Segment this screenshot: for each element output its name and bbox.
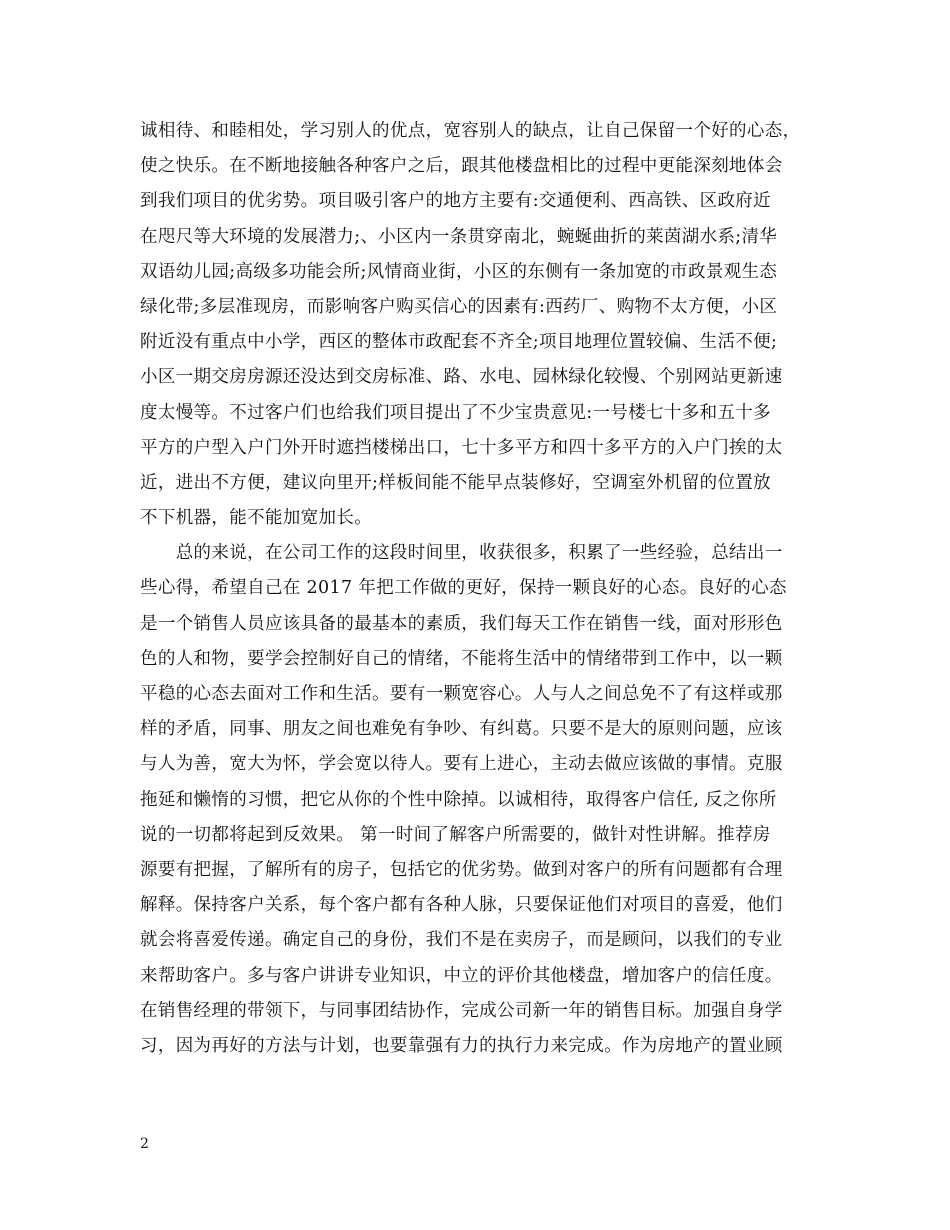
text-line: 附近没有重点中小学，西区的整体市政配套不齐全;项目地理位置较偏、生活不便; (140, 332, 778, 353)
text-line: 双语幼儿园;高级多功能会所;风情商业街，小区的东侧有一条加宽的市政景观生态 (140, 261, 778, 282)
text-line: 来帮助客户。多与客户讲讲专业知识，中立的评价其他楼盘，增加客户的信任度。 (140, 965, 783, 986)
text-line: 在销售经理的带领下，与同事团结协作，完成公司新一年的销售目标。加强自身学 (140, 1000, 783, 1021)
text-line: 样的矛盾，同事、朋友之间也难免有争吵、有纠葛。只要不是大的原则问题，应该 (140, 719, 783, 740)
text-line: 到我们项目的优劣势。项目吸引客户的地方主要有:交通便利、西高铁、区政府近 (140, 191, 771, 212)
text-line: 解释。保持客户关系，每个客户都有各种人脉，只要保证他们对项目的喜爱，他们 (140, 895, 783, 916)
text-line: 平稳的心态去面对工作和生活。要有一颗宽容心。人与人之间总免不了有这样或那 (140, 684, 783, 704)
text-line: 总的来说，在公司工作的这段时间里，收获很多，积累了一些经验，总结出一 (140, 543, 783, 564)
text-line: 近，进出不方便，建议向里开;样板间能不能早点装修好，空调室外机留的位置放 (140, 472, 771, 493)
text-line: 些心得，希望自己在 2017 年把工作做的更好，保持一颗良好的心态。良好的心态 (140, 578, 787, 599)
text-line: 拖延和懒惰的习惯，把它从你的个性中除掉。以诚相待，取得客户信任, 反之你所 (140, 789, 777, 810)
text-line: 不下机器，能不能加宽加长。 (140, 508, 373, 529)
page-number: 2 (140, 1136, 149, 1152)
text-line: 就会将喜爱传递。确定自己的身份，我们不是在卖房子，而是顾问，以我们的专业 (140, 930, 783, 951)
text-line: 小区一期交房房源还没达到交房标准、路、水电、园林绿化较慢、个别网站更新速 (140, 367, 783, 388)
text-line: 度太慢等。不过客户们也给我们项目提出了不少宝贵意见:一号楼七十多和五十多 (140, 402, 771, 423)
text-line: 与人为善，宽大为怀，学会宽以待人。要有上进心，主动去做应该做的事情。克服 (140, 754, 783, 775)
text-line: 是一个销售人员应该具备的最基本的素质，我们每天工作在销售一线，面对形形色 (140, 613, 783, 634)
text-line: 在咫尺等大环境的发展潜力;、小区内一条贯穿南北，蜿蜒曲折的莱茵湖水系;清华 (140, 226, 778, 247)
text-line: 使之快乐。在不断地接触各种客户之后，跟其他楼盘相比的过程中更能深刻地体会 (140, 156, 783, 177)
text-line: 诚相待、和睦相处，学习别人的优点，宽容别人的缺点，让自己保留一个好的心态， (140, 121, 801, 141)
text-line: 色的人和物，要学会控制好自己的情绪，不能将生活中的情绪带到工作中，以一颗 (140, 648, 783, 669)
text-line: 平方的户型入户门外开时遮挡楼梯出口，七十多平方和四十多平方的入户门挨的太 (140, 437, 783, 458)
text-line: 绿化带;多层准现房，而影响客户购买信心的因素有:西药厂、购物不太方便，小区 (140, 296, 778, 317)
body-text (140, 114, 840, 1064)
text-line: 习，因为再好的方法与计划，也要靠强有力的执行力来完成。作为房地产的置业顾 (140, 1035, 783, 1056)
text-line: 说的一切都将起到反效果。 第一时间了解客户所需要的，做针对性讲解。推荐房 (140, 824, 771, 845)
text-line: 源要有把握，了解所有的房子，包括它的优劣势。做到对客户的所有问题都有合理 (140, 859, 783, 880)
